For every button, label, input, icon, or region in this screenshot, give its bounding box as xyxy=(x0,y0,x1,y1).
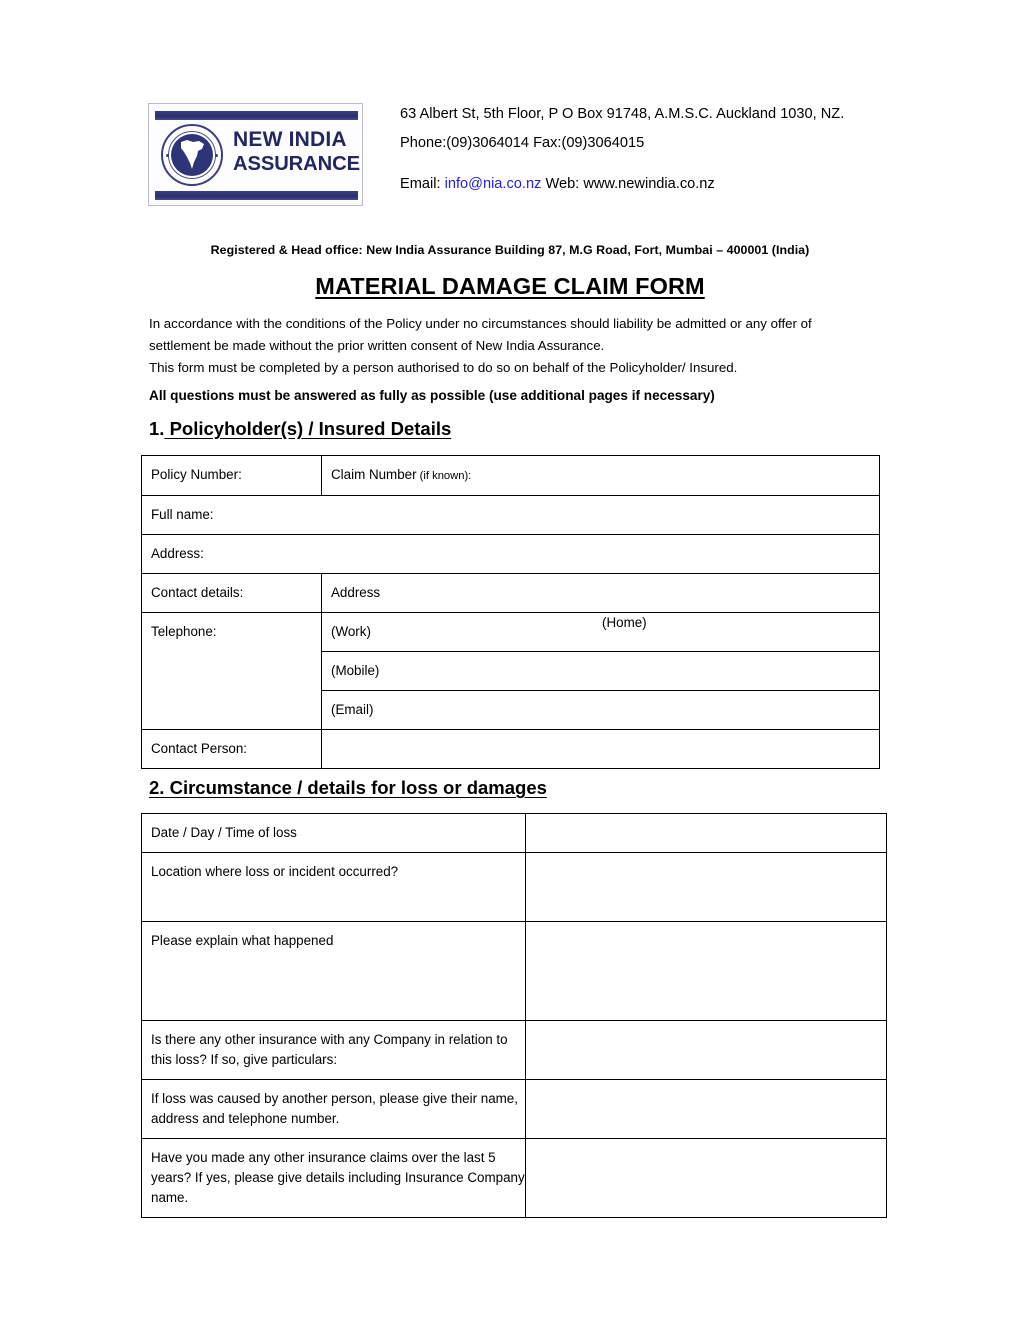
claim-number-note: (if known): xyxy=(416,470,472,482)
section-1-title: Policyholder(s) / Insured Details xyxy=(164,418,452,439)
section-2-title: Circumstance / details for loss or damages xyxy=(164,777,547,798)
email-label: Email: xyxy=(400,176,441,192)
question-cell xyxy=(142,922,526,1021)
table-row xyxy=(142,730,880,769)
section-1-heading xyxy=(149,418,451,440)
question-cell xyxy=(142,814,526,853)
address-cell[interactable] xyxy=(142,535,880,574)
telephone-mobile-cell[interactable] xyxy=(322,652,880,691)
page-title-text: MATERIAL DAMAGE CLAIM FORM xyxy=(315,273,705,299)
logo-bar-top xyxy=(155,111,358,120)
contact-address-label: Address xyxy=(331,585,381,600)
claim-number-cell[interactable] xyxy=(322,456,880,496)
question-label: Please explain what happened xyxy=(151,933,334,948)
email-link[interactable]: info@nia.co.nz xyxy=(444,176,542,192)
telephone-email-cell[interactable] xyxy=(322,691,880,730)
question-cell xyxy=(142,1139,526,1218)
web-label: Web: xyxy=(545,176,580,192)
telephone-mobile-label: (Mobile) xyxy=(331,663,380,678)
logo-line-2: ASSURANCE xyxy=(233,153,360,175)
address-line-2: Phone:(09)3064014 Fax:(09)3064015 xyxy=(400,135,645,151)
web-value: www.newindia.co.nz xyxy=(583,176,715,192)
question-cell xyxy=(142,853,526,922)
question-label: Location where loss or incident occurred? xyxy=(151,864,399,879)
contact-person-value-cell[interactable] xyxy=(322,730,880,769)
section-2-number: 2. xyxy=(149,777,165,798)
answer-cell[interactable] xyxy=(526,1080,887,1139)
company-logo xyxy=(148,103,363,206)
contact-address-block xyxy=(400,100,890,199)
answer-cell[interactable] xyxy=(526,814,887,853)
table-row xyxy=(142,456,880,496)
table-row xyxy=(142,535,880,574)
contact-details-label: Contact details: xyxy=(151,585,244,600)
table-row xyxy=(142,496,880,535)
table-row xyxy=(142,1139,887,1218)
email-web-line xyxy=(400,170,890,199)
contact-details-label-cell xyxy=(142,574,322,613)
question-cell xyxy=(142,1021,526,1080)
contact-person-label: Contact Person: xyxy=(151,741,248,756)
policy-number-label-cell xyxy=(142,456,322,496)
answer-cell[interactable] xyxy=(526,853,887,922)
full-name-cell[interactable] xyxy=(142,496,880,535)
table-row xyxy=(142,922,887,1021)
telephone-email-label: (Email) xyxy=(331,702,374,717)
answer-cell[interactable] xyxy=(526,1021,887,1080)
circumstance-details-table xyxy=(141,813,887,1218)
address-label: Address: xyxy=(151,546,204,561)
answer-cell[interactable] xyxy=(526,922,887,1021)
authorisation-paragraph: This form must be completed by a person authorised to do so on behalf of the Policyholder/ Insured. xyxy=(149,360,738,375)
table-row xyxy=(142,1021,887,1080)
section-1-number: 1. xyxy=(149,418,165,439)
question-label: Is there any other insurance with any Company in relation to this loss? If so, give particulars: xyxy=(151,1032,508,1067)
page-title xyxy=(0,273,1020,300)
india-map-emblem-icon xyxy=(161,124,223,186)
question-label: Have you made any other insurance claims over the last 5 years? If yes, please give details including Insurance Company name. xyxy=(151,1150,525,1205)
telephone-label: Telephone: xyxy=(151,624,217,639)
question-label: Date / Day / Time of loss xyxy=(151,825,297,840)
question-cell xyxy=(142,1080,526,1139)
telephone-work-home-cell[interactable] xyxy=(322,613,880,652)
section-2-heading xyxy=(149,777,547,799)
instruction-paragraph: All questions must be answered as fully as possible (use additional pages if necessary) xyxy=(149,388,715,403)
answer-cell[interactable] xyxy=(526,1139,887,1218)
telephone-work-label: (Work) xyxy=(331,624,371,639)
policy-number-label: Policy Number: xyxy=(151,467,242,482)
table-row xyxy=(142,613,880,652)
claim-number-label: Claim Number xyxy=(331,467,417,482)
letterhead xyxy=(148,100,888,212)
table-row xyxy=(142,574,880,613)
table-row xyxy=(142,853,887,922)
policyholder-details-table xyxy=(141,455,880,769)
logo-wordmark xyxy=(233,128,359,176)
policy-condition-paragraph: In accordance with the conditions of the Policy under no circumstances should liability be admitted or any offer of settlement be made without the prior written consent of New India Assurance. xyxy=(149,316,812,353)
table-row xyxy=(142,814,887,853)
contact-person-label-cell xyxy=(142,730,322,769)
telephone-home-label: (Home) xyxy=(602,615,647,630)
telephone-label-cell xyxy=(142,613,322,730)
address-line-1: 63 Albert St, 5th Floor, P O Box 91748, A.M.S.C. Auckland 1030, NZ. xyxy=(400,106,845,122)
table-row xyxy=(142,1080,887,1139)
registered-office-line: Registered & Head office: New India Assurance Building 87, M.G Road, Fort, Mumbai – 400001 (India) xyxy=(210,243,810,257)
question-label: If loss was caused by another person, please give their name, address and telephone number. xyxy=(151,1091,518,1126)
full-name-label: Full name: xyxy=(151,507,214,522)
logo-bar-bottom xyxy=(155,191,358,200)
contact-address-cell[interactable] xyxy=(322,574,880,613)
logo-line-1: NEW INDIA xyxy=(233,128,347,151)
